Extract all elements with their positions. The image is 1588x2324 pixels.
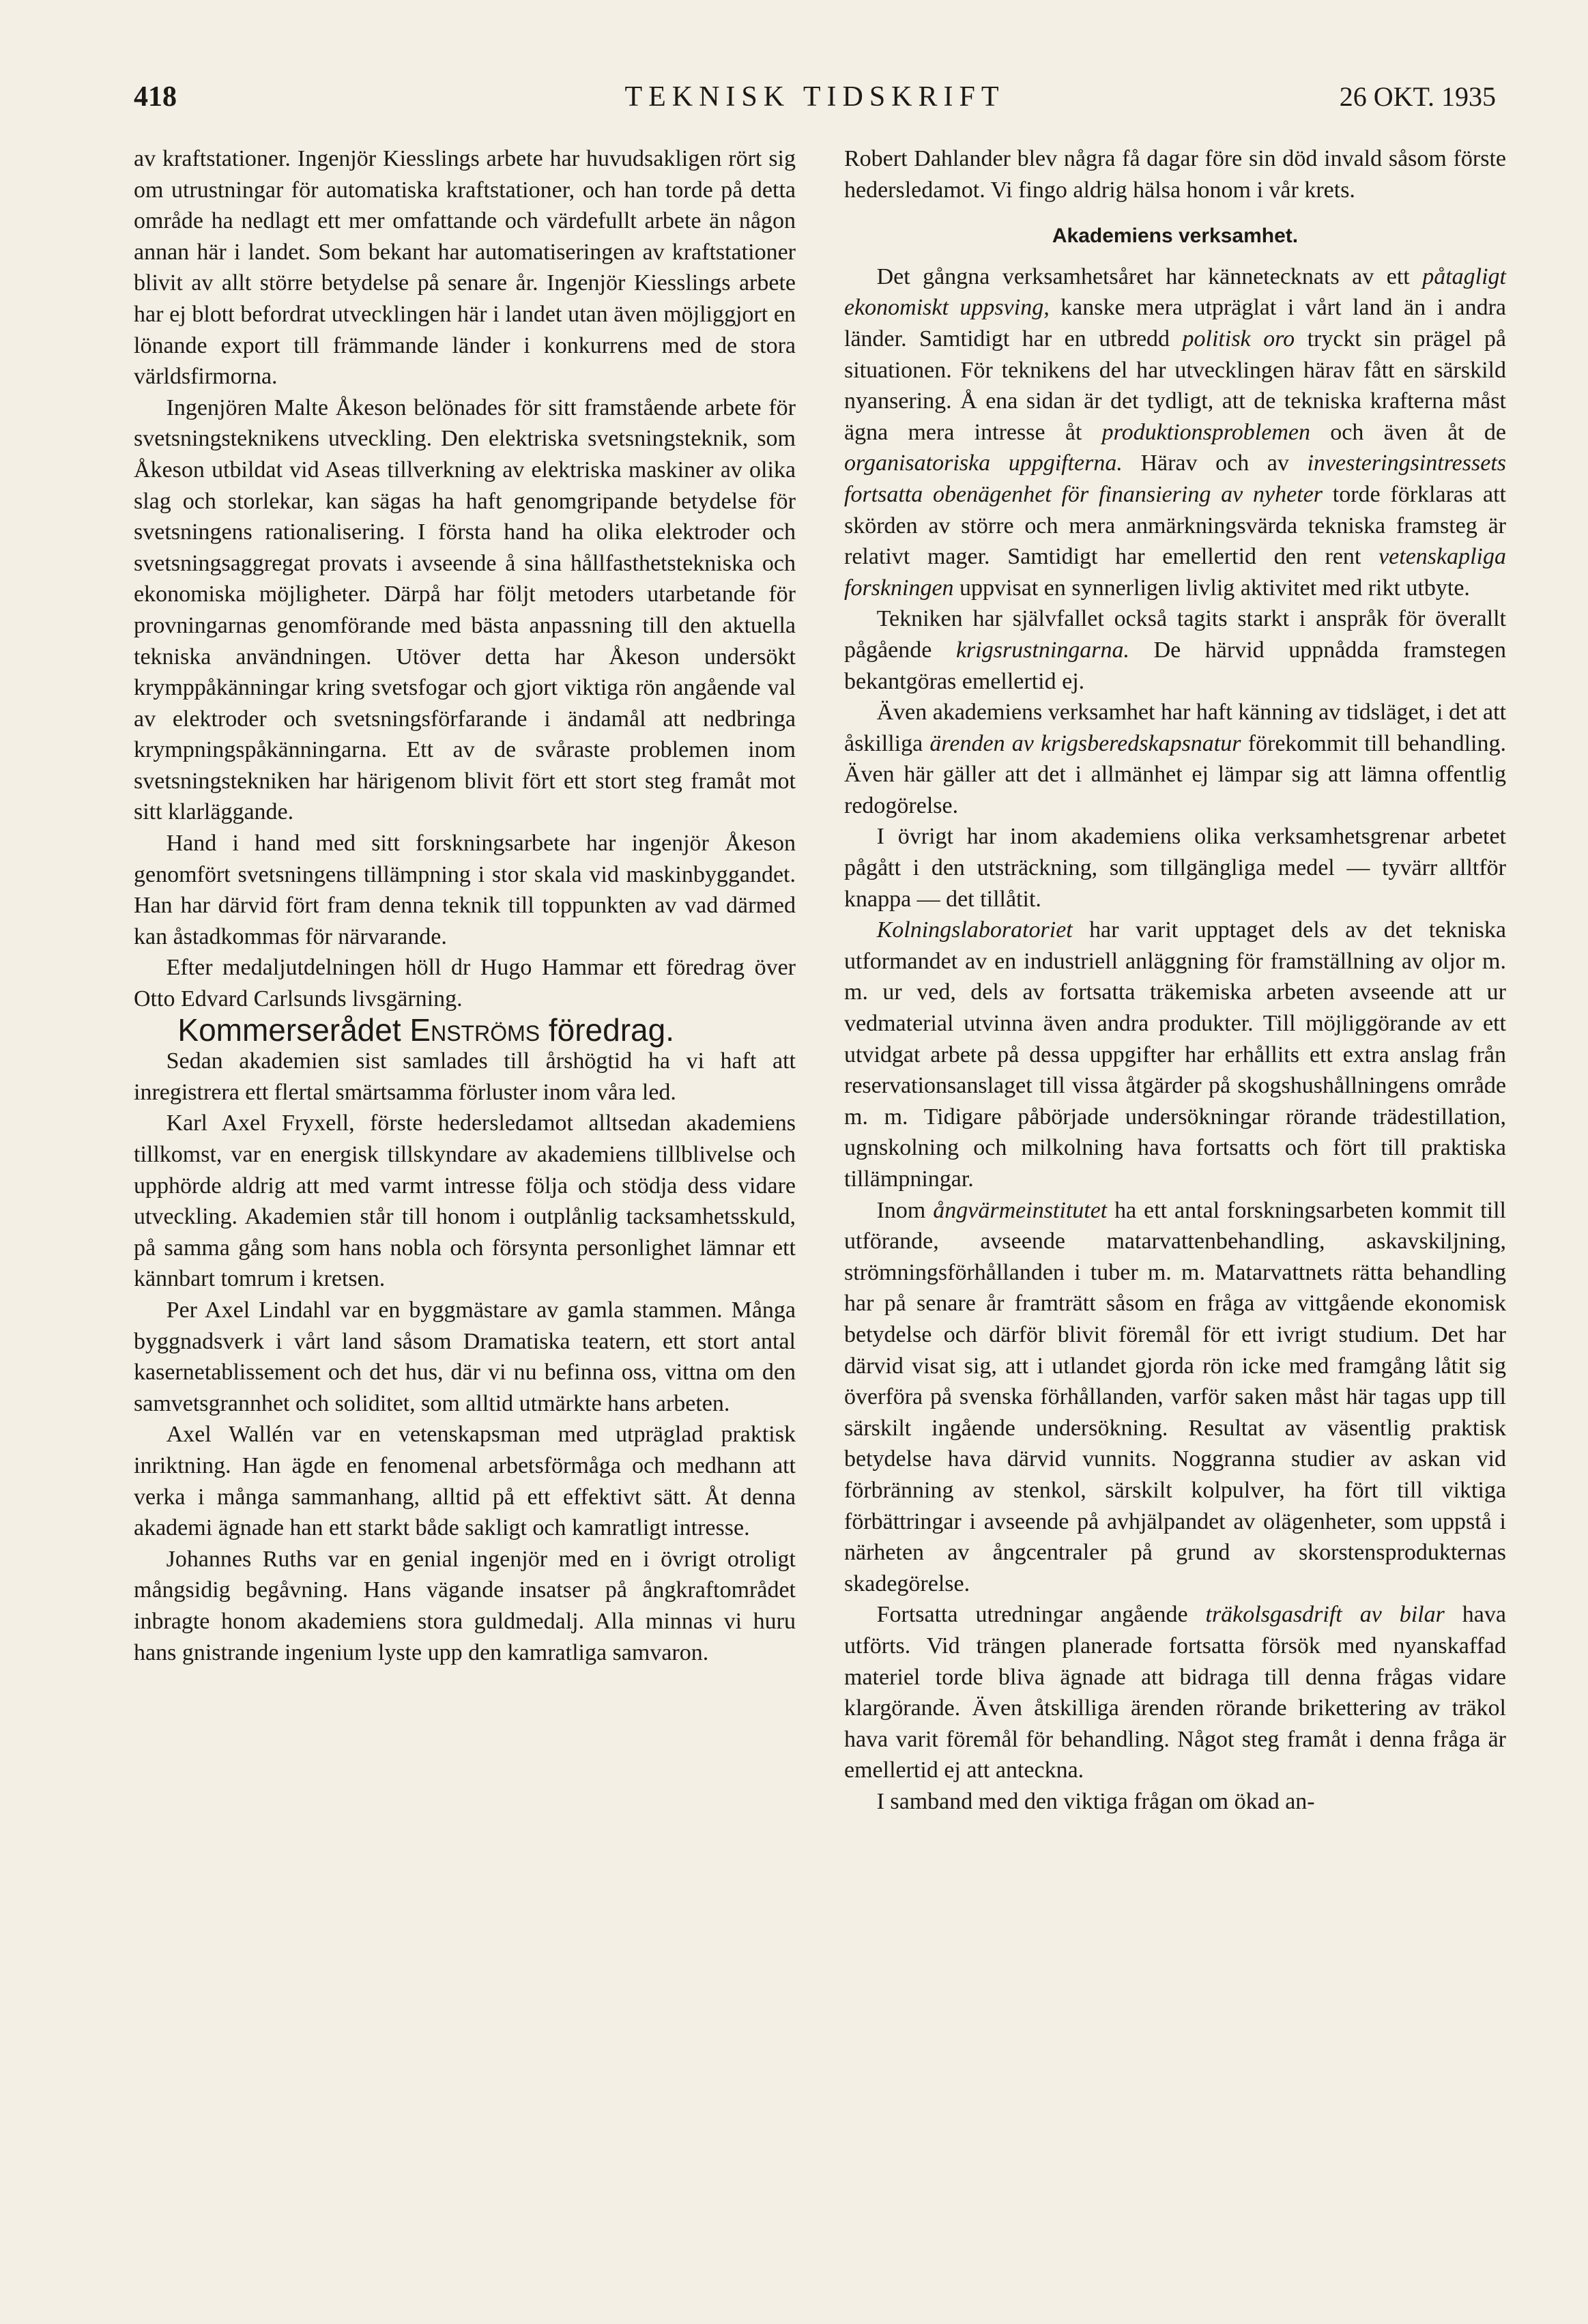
- text-run: Tekniken har självfallet också tagits starkt i anspråk för överallt pågående: [844, 606, 1506, 663]
- text-run: Härav och av: [1122, 450, 1308, 476]
- text-run: torde förklaras att skörden av större och mera anmärkningsvärda tekniska framsteg är relativt mager. Samtidigt har emellertid den rent: [844, 481, 1506, 570]
- italic-run: träkolsgasdrift av bilar: [1205, 1602, 1445, 1628]
- text-run: kanske mera utpräglat i vårt land än i andra länder. Samtidigt har en utbredd: [844, 295, 1506, 352]
- italic-run: Kolningslaboratoriet: [876, 917, 1073, 943]
- paragraph: [844, 1599, 1506, 1786]
- italic-run: krigsrustningarna.: [955, 637, 1130, 663]
- text-run: uppvisat en synnerligen livlig aktivitet med rikt utbyte.: [953, 575, 1470, 601]
- paragraph: Ingenjören Malte Åkeson belönades för sitt framstående arbete för svetsningsteknikens utveckling. Den elektriska svetsningsteknik, som Åkeson utbildat vid Aseas tillverkning av elektriska maskiner av olika slag och storlekar, kan sägas ha haft genomgripande betydelse för svetsningens rationalisering. I första hand ha olika elektroder och svetsningsaggregat provats i avseende å sina hållfasthetstekniska och ekonomiska möjligheter. Därpå har följt metoders utarbetande för provningarnas genomförande med bästa anpassning till den aktuella tekniska användningen. Utöver detta har Åkeson undersökt krymppåkänningar kring svetsfogar och gjort viktiga rön angående val av elektroder och svetsningsförfarande i ändamål att nedbringa krympningspåkänningarna. Ett av de svåraste problemen inom svetsningstekniken har härigenom blivit fört ett stort steg framåt mot sitt klarläggande.: [134, 394, 796, 825]
- paragraph: Johannes Ruths var en genial ingenjör med en i övrigt otroligt mångsidig begåvning. Hans vägande insatser på ångkraftområdet inbragte honom akademiens stora guldmedalj. Alla minnas vi huru hans gnistrande ingenium lyste upp den kamratliga samvaron.: [134, 1546, 796, 1665]
- paragraph: Karl Axel Fryxell, förste hedersledamot alltsedan akademiens tillkomst, var en energisk tillskyndare av akademiens tillblivelse och upphörde aldrig att med varmt intresse följa och stödja dess vidare utveckling. Akademien står till honom i outplånlig tacksamhetsskuld, på samma gång som hans nobla och försynta personlighet lämnar ett kännbart tomrum i kretsen.: [134, 1110, 796, 1292]
- italic-run: politisk oro: [1182, 326, 1295, 352]
- paragraph: Axel Wallén var en vetenskapsman med utpräglad praktisk inriktning. Han ägde en fenomenal arbetsförmåga och medhann att verka i många sammanhang, alltid på ett effektivt sätt. Åt denna akademi ägnade han ett starkt både sakligt och kamratligt intresse.: [134, 1422, 796, 1541]
- italic-run: ångvärmeinstitutet: [933, 1197, 1108, 1223]
- text-run: förekommit till behandling. Även här gäller att det i allmänhet ej lämpar sig att lämna offentlig redogörelse.: [844, 730, 1507, 818]
- paragraph: Efter medaljutdelningen höll dr Hugo Hammar ett föredrag över Otto Edvard Carlsunds livsgärning.: [134, 955, 796, 1012]
- heading-text: föredrag.: [540, 1012, 674, 1048]
- section-heading: [134, 1012, 796, 1048]
- paragraph: [844, 1195, 1506, 1600]
- paragraph: I övrigt har inom akademiens olika verksamhetsgrenar arbetet pågått i den utsträckning, som tillgängliga medel — tyvärr alltför knappa — det tillåtit.: [844, 824, 1506, 912]
- paragraph: av kraftstationer. Ingenjör Kiesslings arbete har huvudsakligen rört sig om utrustningar för automatiska kraftstationer, och han torde på detta område ha nedlagt ett mer omfattande och värdefullt arbete än någon annan här i landet. Som bekant har automatiseringen av kraftstationer blivit av allt större betydelse på senare år. Ingenjör Kiesslings arbete har ej blott befordrat utvecklingen här i landet utan även möjliggjort en lönande export till främmande länder i konkurrens med de stora världsfirmorna.: [134, 146, 796, 390]
- text-run: Fortsatta utredningar angående: [876, 1602, 1206, 1628]
- text-run: ha ett antal forskningsarbeten kommit till utförande, avseende matarvattenbehandling, askavskiljning, strömningsförhållanden i tuber m. m. Matarvattnets rätta behandling har på senare år framträtt såsom en fråga av vittgående ekonomisk betydelse och därför blivit föremål för ett ivrigt studium. Det har därvid visat sig, att i utlandet gjorda rön icke med framgång låtit sig överföra på svenska förhållanden, varför saken måst här tagas upp till särskilt ingående undersökning. Resultat av väsentlig praktisk betydelse hava därvid vunnits. Noggranna studier av askan vid förbränning av stenkol, särskilt kolpulver, ha fört till viktiga förbättringar i avseende på avhjälpandet av olägenheter, som uppstå i närheten av ångcentraler på grund av skorstensprodukternas skadegörelse.: [844, 1197, 1506, 1596]
- text-run: tryckt sin prägel på situationen. För teknikens del har utvecklingen härav fått en särskild nyansering. Å ena sidan är det tydligt, att de tekniska krafterna måst ägna mera intresse åt: [844, 326, 1507, 445]
- paragraph: Per Axel Lindahl var en byggmästare av gamla stammen. Många byggnadsverk i vårt land såsom Dramatiska teatern, ett stort antal kasernetablissement och det hus, där vi nu befinna oss, vittna om den samvetsgrannhet och soliditet, som alltid utmärkte hans arbeten.: [134, 1297, 796, 1416]
- paragraph: [844, 915, 1506, 1194]
- right-column: [844, 143, 1506, 1817]
- italic-run: organisatoriska uppgifterna.: [844, 450, 1123, 476]
- italic-run: produktionsproblemen: [1101, 419, 1310, 445]
- text-run: Även akademiens verksamhet har haft känning av tidsläget, i det att åskilliga: [844, 700, 1507, 756]
- heading-text: Kommerserådet: [177, 1012, 410, 1048]
- journal-title: TEKNISK TIDSKRIFT: [624, 81, 1005, 113]
- text-run: hava utförts. Vid trängen planerade fortsatta försök med nyanskaffad materiel torde bliva ägnade att bidraga till denna frågas vidare klargörande. Även åtskilliga ärenden rörande brikettering av träkol hava varit föremål för behandling. Något steg framåt i denna fråga är emellertid ej att anteckna.: [844, 1602, 1506, 1783]
- paragraph: Hand i hand med sitt forskningsarbete har ingenjör Åkeson genomfört svetsningens tillämpning i stor skala vid maskinbyggandet. Han har därvid fört fram denna teknik till toppunkten av vad därmed kan åstadkommas för närvarande.: [134, 831, 796, 949]
- italic-run: investeringsintressets fortsatta obenägenhet för finansiering av nyheter: [844, 450, 1506, 507]
- paragraph: I samband med den viktiga frågan om ökad an-: [876, 1788, 1315, 1814]
- text-run: Det gångna verksamhetsåret har kännetecknats av ett: [876, 263, 1423, 289]
- paragraph: Robert Dahlander blev några få dagar före sin död invald såsom förste hedersledamot. Vi fingo aldrig hälsa honom i vår krets.: [844, 146, 1506, 203]
- page-header: [134, 81, 1496, 128]
- paragraph: Sedan akademien sist samlades till årshögtid ha vi haft att inregistrera ett flertal smärtsamma förluster inom våra led.: [134, 1048, 796, 1105]
- text-run: Inom: [876, 1197, 934, 1223]
- subheading: Akademiens verksamhet.: [1052, 225, 1299, 248]
- left-column: [134, 143, 796, 1668]
- page-number: 418: [134, 81, 177, 113]
- text-run: De härvid uppnådda framstegen bekantgöras emellertid ej.: [844, 637, 1506, 694]
- paragraph: [844, 261, 1506, 604]
- text-run: har varit upptaget dels av det tekniska utformandet av en industriell anläggning för framställning av oljor m. m. ur ved, dels av fortsatta träkemiska arbeten avseende att ur vedmaterial utvinna även andra produkter. Till möjliggörande av ett utvidgat arbete på dessa uppgifter har erhållits ett extra anslag från reservationsanslaget till vissa åtgärder på skogshushållningens område m. m. Tidigare påbörjade undersökningar rörande trädestillation, ugnskolning och milkolning hava fortsatts och fört till praktiska tillämpningar.: [844, 917, 1506, 1192]
- italic-run: ärenden av krigsberedskapsnatur: [929, 730, 1241, 756]
- issue-date: 26 OKT. 1935: [1339, 81, 1496, 112]
- paragraph: [844, 697, 1506, 821]
- italic-run: vetenskapliga forskningen: [844, 544, 1506, 601]
- text-run: och även åt de: [1310, 419, 1506, 445]
- italic-run: påtagligt ekonomiskt uppsving,: [844, 263, 1506, 321]
- paragraph: [844, 603, 1506, 697]
- heading-name: Enströms: [409, 1012, 540, 1048]
